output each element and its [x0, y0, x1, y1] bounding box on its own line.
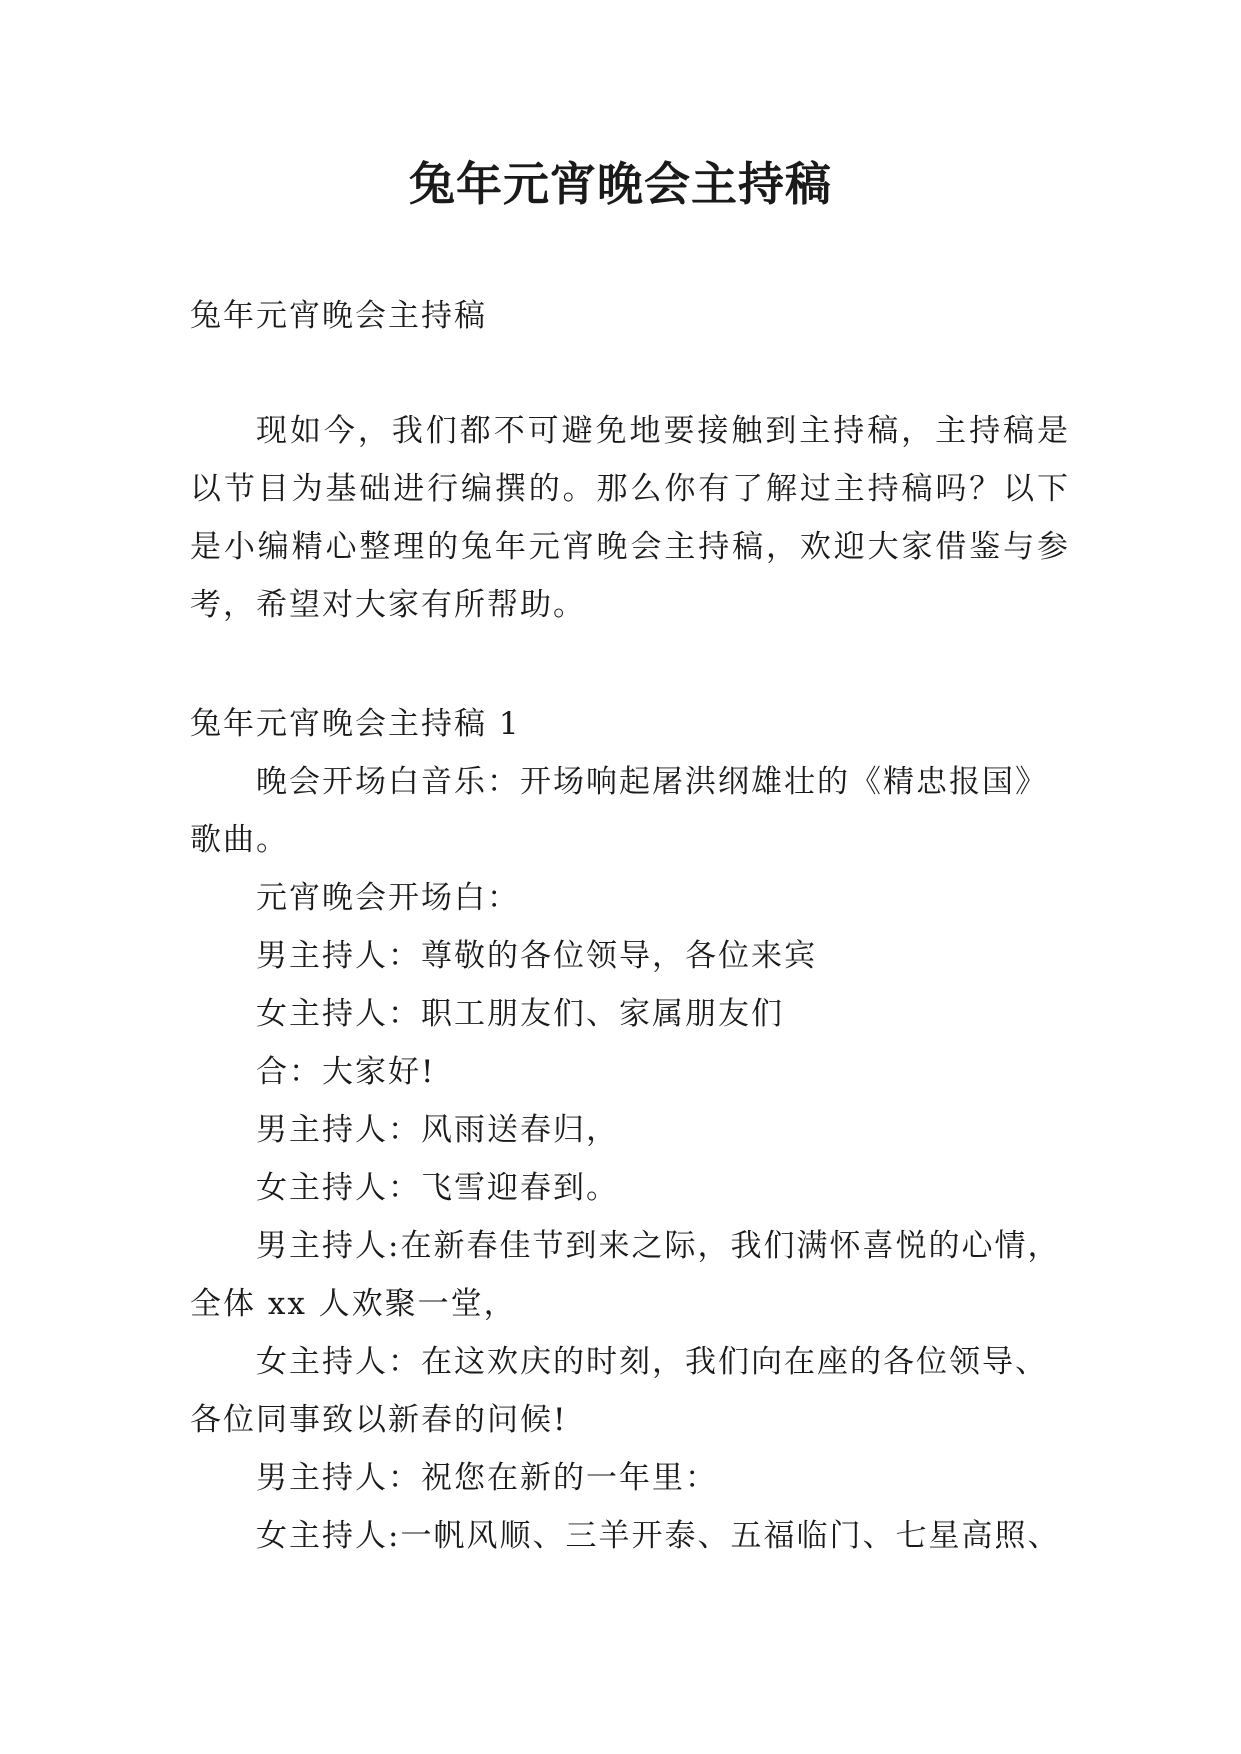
script-line: 晚会开场白音乐：开场响起屠洪纲雄壮的《精忠报国》歌曲。 [190, 764, 1048, 858]
script-line: 合：大家好! [256, 1054, 436, 1090]
intro-paragraph: 现如今，我们都不可避免地要接触到主持稿，主持稿是以节目为基础进行编撰的。那么你有了解过主持稿吗？以下是小编精心整理的兔年元宵晚会主持稿，欢迎大家借鉴与参考，希望对大家有所帮助。 [190, 413, 1070, 623]
script-line: 女主持人：在这欢庆的时刻，我们向在座的各位领导、各位同事致以新春的问候! [190, 1344, 1048, 1438]
script-line: 元宵晚会开场白： [256, 880, 520, 916]
script-line: 女主持人:一帆风顺、三羊开泰、五福临门、七星高照、 [256, 1518, 1061, 1554]
section-heading: 兔年元宵晚会主持稿 1 [190, 706, 521, 742]
script-line: 女主持人：飞雪迎春到。 [256, 1170, 619, 1206]
document-subtitle: 兔年元宵晚会主持稿 [190, 298, 487, 334]
script-line: 男主持人：尊敬的各位领导，各位来宾 [256, 938, 817, 974]
script-line: 女主持人：职工朋友们、家属朋友们 [256, 996, 784, 1032]
script-lines [190, 753, 1070, 1565]
script-line: 男主持人：风雨送春归， [256, 1112, 619, 1148]
script-line: 男主持人：祝您在新的一年里： [256, 1460, 718, 1496]
script-line: 男主持人:在新春佳节到来之际，我们满怀喜悦的心情，全体 xx 人欢聚一堂， [190, 1228, 1061, 1322]
document-title: 兔年元宵晚会主持稿 [409, 157, 832, 211]
